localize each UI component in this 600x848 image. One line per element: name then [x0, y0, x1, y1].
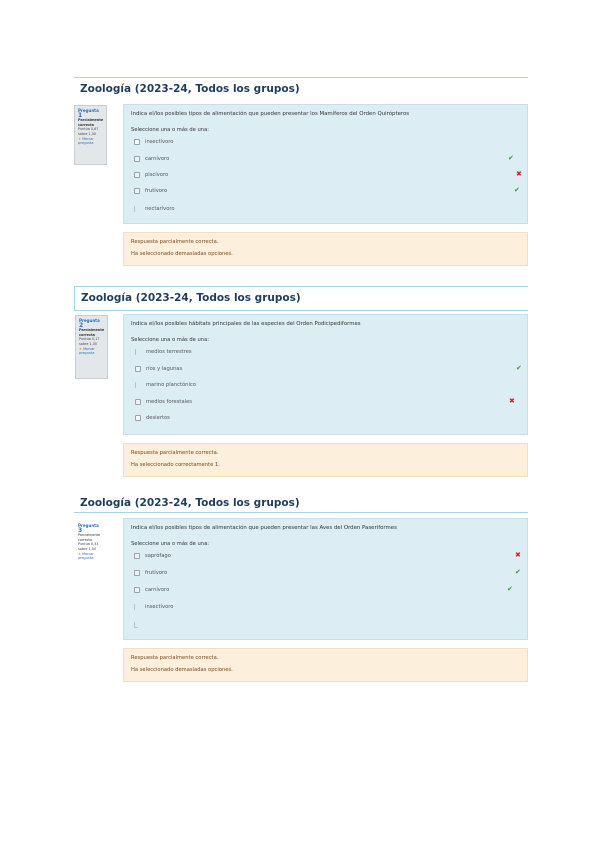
option-label: marino planctónico [146, 382, 196, 388]
checkbox[interactable] [134, 206, 135, 212]
question-box [123, 104, 528, 224]
checkbox[interactable] [135, 349, 136, 355]
feedback-box [123, 232, 528, 266]
option-label: insectívoro [145, 604, 174, 610]
feedback-detail: Ha seleccionado demasiadas opciones. [131, 251, 233, 257]
checkbox[interactable] [135, 366, 141, 372]
question-number: Pregunta 3 [78, 523, 99, 534]
flag-question-link[interactable]: ★ Marcar pregunta [78, 551, 94, 561]
checkbox[interactable] [135, 415, 141, 421]
answer-option[interactable] [134, 138, 514, 147]
correct-icon: ✔ [507, 585, 513, 593]
feedback-summary: Respuesta parcialmente correcta. [131, 450, 219, 456]
question-text: Indica el/los posibles tipos de alimentación que pueden presentar las Aves del Orden Paseriformes [131, 525, 397, 531]
question-info [75, 315, 108, 379]
feedback-detail: Ha seleccionado demasiadas opciones. [131, 667, 233, 673]
checkbox[interactable] [134, 622, 138, 628]
question-box [123, 518, 528, 640]
feedback-box [123, 648, 528, 682]
correct-icon: ✔ [508, 154, 514, 162]
flag-icon: ★ [78, 551, 82, 556]
title-rule-bottom [74, 310, 528, 311]
correct-icon: ✔ [514, 186, 520, 194]
checkbox[interactable] [135, 382, 136, 388]
feedback-summary: Respuesta parcialmente correcta. [131, 239, 219, 245]
answer-prompt: Seleccione una o más de una: [131, 541, 210, 547]
checkbox[interactable] [134, 553, 140, 559]
course-title: Zoología (2023-24, Todos los grupos) [80, 497, 300, 509]
flag-icon: ★ [78, 136, 82, 141]
checkbox[interactable] [134, 156, 140, 162]
option-label: ríos y lagunas [146, 366, 183, 372]
title-rule [74, 512, 528, 513]
option-label: insectívoro [145, 139, 174, 145]
answer-option[interactable] [134, 170, 522, 180]
course-title: Zoología (2023-24, Todos los grupos) [80, 83, 300, 95]
feedback-box [123, 443, 528, 477]
question-state: Parcialmente correcta [78, 118, 104, 127]
answer-option[interactable] [135, 364, 522, 374]
answer-option[interactable] [134, 186, 520, 196]
flag-icon: ★ [79, 346, 83, 351]
option-label: medios forestales [146, 399, 192, 405]
question-state: Parcialmente correcta [78, 533, 101, 542]
question-info [74, 520, 107, 582]
checkbox[interactable] [134, 604, 135, 610]
question-number: Pregunta 1 [78, 108, 99, 119]
checkbox[interactable] [134, 188, 140, 194]
checkbox[interactable] [134, 570, 140, 576]
question-text: Indica el/los posibles hábitats principales de las especies del Orden Podicipediformes [131, 321, 361, 327]
title-rule-left [74, 286, 75, 310]
question-text: Indica el/los posibles tipos de alimentación que pueden presentar los Mamíferos del Orden Quirópteros [131, 111, 410, 117]
feedback-summary: Respuesta parcialmente correcta. [131, 655, 219, 661]
feedback-detail: Ha seleccionado correctamente 1. [131, 462, 220, 468]
answer-option[interactable] [135, 381, 515, 390]
option-label: nectarívoro [145, 206, 175, 212]
flag-question-link[interactable]: ★ Marcar pregunta [78, 136, 94, 146]
checkbox[interactable] [134, 172, 140, 178]
answer-option[interactable] [134, 155, 514, 164]
checkbox[interactable] [134, 587, 140, 593]
flag-question-link[interactable]: ★ Marcar pregunta [79, 346, 95, 356]
incorrect-icon: ✖ [516, 170, 522, 178]
question-number: Pregunta 2 [79, 318, 100, 329]
answer-option[interactable] [135, 398, 515, 407]
answer-option[interactable] [134, 568, 521, 578]
option-label: frutívoro [145, 570, 168, 576]
option-label: desiertos [146, 415, 170, 421]
question-box [123, 314, 528, 435]
answer-option[interactable] [135, 414, 515, 423]
course-title: Zoología (2023-24, Todos los grupos) [81, 292, 301, 304]
checkbox[interactable] [134, 139, 140, 145]
option-label: saprófago [145, 553, 171, 559]
checkbox[interactable] [135, 399, 141, 405]
question-score: Puntúa 0,17 sobre 1,00 [79, 337, 100, 346]
answer-option[interactable] [134, 621, 514, 630]
answer-option[interactable] [134, 551, 521, 561]
answer-option[interactable] [135, 348, 515, 357]
question-score: Puntúa 0,67 sobre 1,00 [78, 127, 99, 136]
answer-prompt: Seleccione una o más de una: [131, 337, 210, 343]
answer-option[interactable] [134, 586, 514, 595]
title-rule [74, 286, 528, 287]
incorrect-icon: ✖ [509, 397, 515, 405]
answer-option[interactable] [134, 205, 514, 214]
incorrect-icon: ✖ [515, 551, 521, 559]
correct-icon: ✔ [516, 364, 522, 372]
title-rule [74, 77, 528, 78]
option-label: carnívoro [145, 156, 170, 162]
question-score: Puntúa 0,33 sobre 1,00 [78, 542, 99, 551]
answer-prompt: Seleccione una o más de una: [131, 127, 210, 133]
option-label: carnívoro [145, 587, 170, 593]
option-label: medios terrestres [146, 349, 192, 355]
question-info [74, 105, 107, 165]
option-label: frutívoro [145, 188, 168, 194]
question-state: Parcialmente correcta [79, 328, 105, 337]
option-label: piscívoro [145, 172, 169, 178]
answer-option[interactable] [134, 603, 514, 612]
correct-icon: ✔ [515, 568, 521, 576]
